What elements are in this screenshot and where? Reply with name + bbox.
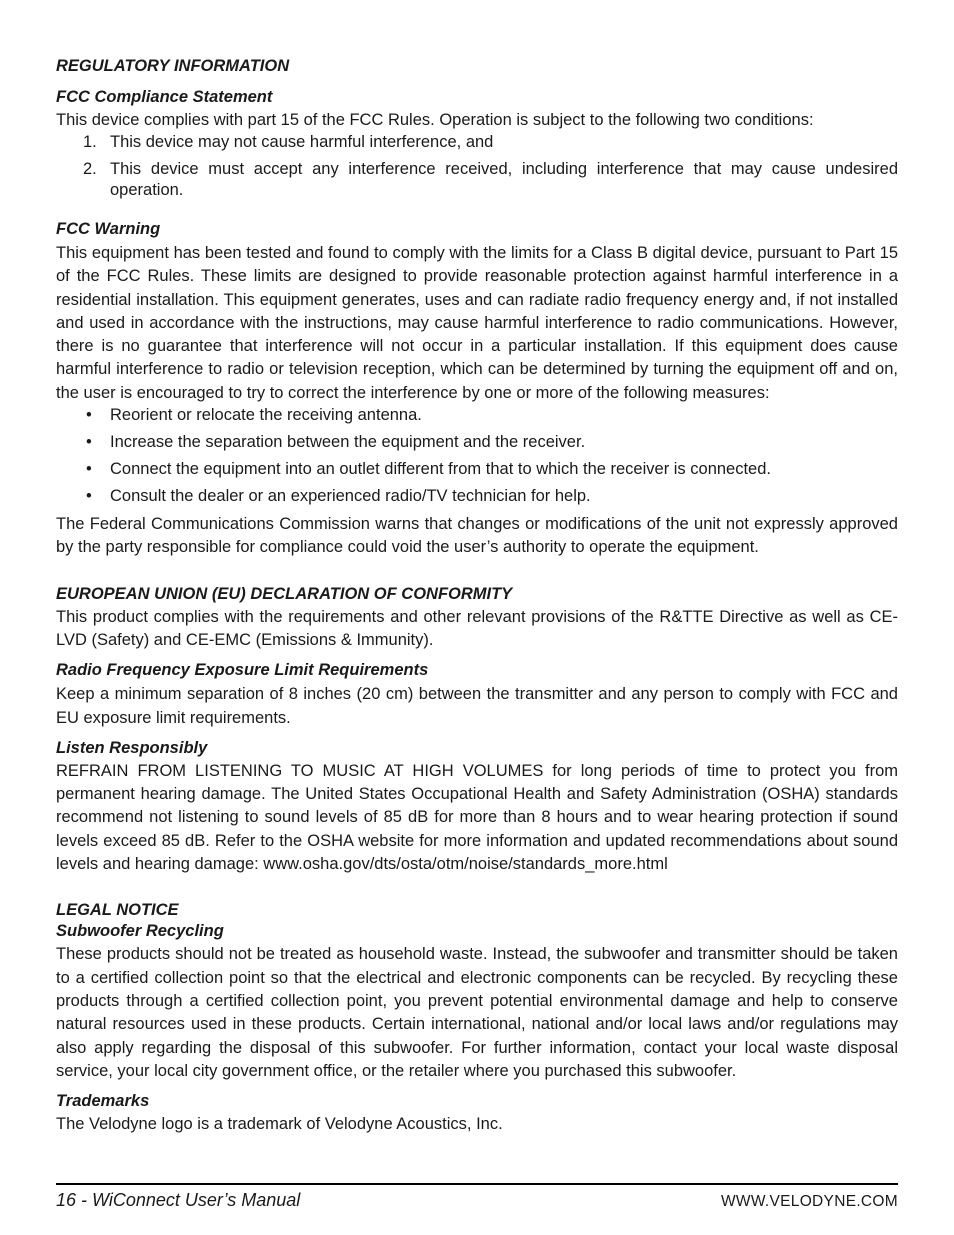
bullet-icon: • [86, 460, 92, 479]
bullet-icon: • [86, 406, 92, 425]
rf-exposure-heading: Radio Frequency Exposure Limit Requirements [56, 661, 429, 680]
fcc-compliance-heading: FCC Compliance Statement [56, 88, 273, 106]
fcc-measures-list [56, 405, 898, 507]
rf-exposure-body: Keep a minimum separation of 8 inches (20 cm) between the transmitter and any person to comply with FCC and EU exposure limit requirements. [56, 685, 898, 727]
list-number: 1. [83, 133, 97, 151]
list-item-text: This device must accept any interference received, including interference that may cause undesired operation. [110, 160, 898, 199]
eu-declaration-heading: EUROPEAN UNION (EU) DECLARATION OF CONFORMITY [56, 584, 513, 603]
list-item-text: This device may not cause harmful interference, and [110, 133, 494, 151]
bullet-icon: • [86, 433, 92, 452]
footer-website: WWW.VELODYNE.COM [720, 1193, 898, 1210]
fcc-conditions-list [56, 132, 898, 200]
list-item [56, 486, 898, 507]
legal-notice-heading: LEGAL NOTICE [56, 901, 179, 920]
document-page [56, 56, 898, 1136]
list-item-text: Connect the equipment into an outlet different from that to which the receiver is connected. [110, 460, 771, 479]
bullet-icon: • [86, 487, 92, 506]
list-number: 2. [83, 160, 97, 178]
list-item [56, 432, 898, 453]
footer-page-label: 16 - WiConnect User’s Manual [56, 1190, 301, 1210]
recycling-body: These products should not be treated as household waste. Instead, the subwoofer and transmitter should be taken to a certified collection point so that the electrical and electronic components can be recycled. By recycling these products through a certified collection point, you prevent potential environmental damage and help to conserve natural resources used in these products. Certain international, national and/or local laws and/or regulations may also apply regarding the disposal of this subwoofer. For further information, contact your local waste disposal service, your local city government office, or the retailer where you purchased this subwoofer. [56, 945, 898, 1080]
regulatory-heading: REGULATORY INFORMATION [56, 57, 290, 75]
trademarks-heading: Trademarks [56, 1092, 150, 1111]
fcc-compliance-intro: This device complies with part 15 of the FCC Rules. Operation is subject to the following two conditions: [56, 111, 814, 129]
recycling-heading: Subwoofer Recycling [56, 922, 224, 941]
list-item [56, 159, 898, 200]
footer-divider [56, 1183, 898, 1185]
listen-responsibly-body: REFRAIN FROM LISTENING TO MUSIC AT HIGH VOLUMES for long periods of time to protect you from permanent hearing damage. The United States Occupational Health and Safety Administration (OSHA) standards recommend not listening to sound levels of 85 dB for more than 8 hours and to wear hearing protection if sound levels exceed 85 dB. Refer to the OSHA website for more information and updated recommendations about sound levels and hearing damage: www.osha.gov/dts/osta/otm/noise/standards_more.html [56, 761, 898, 874]
list-item [56, 132, 898, 153]
trademarks-body: The Velodyne logo is a trademark of Velodyne Acoustics, Inc. [56, 1115, 503, 1134]
eu-declaration-body: This product complies with the requirements and other relevant provisions of the R&TTE Directive as well as CE-LVD (Safety) and CE-EMC (Emissions & Immunity). [56, 607, 898, 649]
fcc-warning-closing: The Federal Communications Commission warns that changes or modifications of the unit not expressly approved by the party responsible for compliance could void the user’s authority to operate the equipment. [56, 515, 898, 557]
listen-responsibly-heading: Listen Responsibly [56, 738, 208, 757]
list-item [56, 405, 898, 426]
list-item-text: Consult the dealer or an experienced radio/TV technician for help. [110, 487, 591, 506]
list-item [56, 459, 898, 480]
list-item-text: Increase the separation between the equipment and the receiver. [110, 433, 586, 452]
fcc-warning-heading: FCC Warning [56, 220, 161, 238]
fcc-warning-body: This equipment has been tested and found to comply with the limits for a Class B digital device, pursuant to Part 15 of the FCC Rules. These limits are designed to provide reasonable protection against harmful interference in a residential installation. This equipment generates, uses and can radiate radio frequency energy and, if not installed and used in accordance with the instructions, may cause harmful interference to radio communications. However, there is no guarantee that interference will not occur in a particular installation. If this equipment does cause harmful interference to radio or television reception, which can be determined by turning the equipment off and on, the user is encouraged to try to correct the interference by one or more of the following measures: [56, 244, 898, 402]
list-item-text: Reorient or relocate the receiving antenna. [110, 406, 422, 425]
